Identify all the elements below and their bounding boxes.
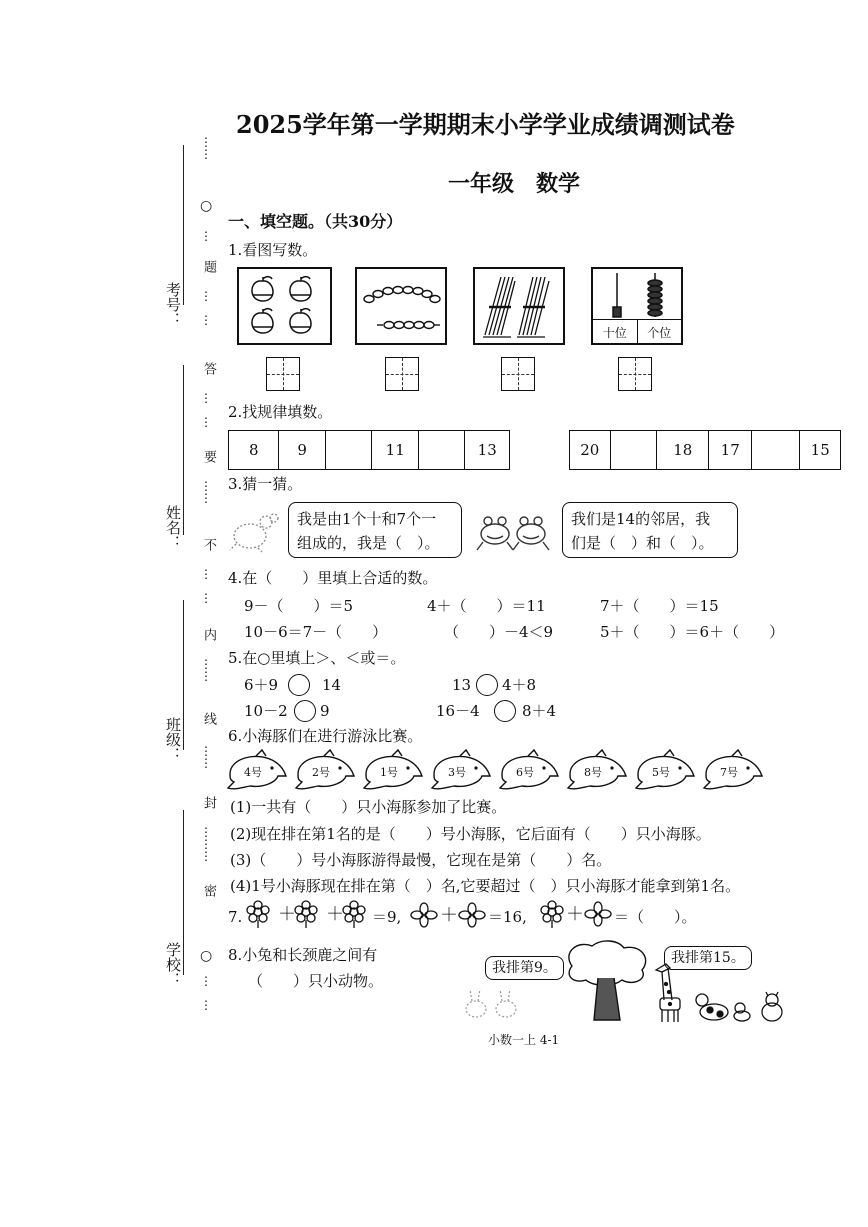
sequence-cell: 13 — [477, 441, 497, 459]
seal-dots: ⋮ ⋮ — [200, 135, 212, 161]
q4-label: 4.在（ ）里填上合适的数。 — [228, 569, 438, 587]
dolphin-row — [226, 748, 826, 794]
seal-dots: ⋮ ⋮ — [200, 289, 212, 327]
equation: 7＋（ ）＝15 — [600, 597, 719, 615]
sequence-blank[interactable] — [419, 431, 466, 469]
compare-left: 16－4 — [436, 702, 480, 720]
seal-char: 要 — [201, 450, 216, 463]
sequence-cell: 9 — [279, 431, 326, 469]
dolphin — [566, 748, 628, 796]
petal-sum-icon — [410, 902, 488, 928]
q1-label: 1.看图写数。 — [228, 241, 318, 259]
dolphin — [498, 748, 560, 796]
peaches-picture — [237, 267, 332, 345]
seal-dots: ⋮ ⋮ — [200, 974, 212, 1012]
bubble-text: 我们是14的邻居，我 — [571, 510, 711, 528]
beads-picture — [355, 267, 447, 345]
bubble-text: 我是由1个十和7个一 — [297, 510, 437, 528]
compare-right: 4＋8 — [502, 676, 537, 694]
page-code: 小数一上 4-1 — [488, 1033, 560, 1047]
sequence-cell: 17 — [709, 431, 752, 469]
dolphin — [430, 748, 492, 796]
seal-dots: ⋮ ⋮ — [200, 567, 212, 605]
seal-char: 线 — [201, 712, 216, 725]
seal-dots: ⋮ ⋮ — [200, 391, 212, 429]
seal-dots: ⋮ ⋮ — [200, 479, 212, 505]
dolphin-number: 2号 — [312, 766, 330, 779]
exam-number-line — [183, 145, 184, 305]
q7-eq2: ＝16, — [488, 908, 527, 926]
sequence-cell: 11 — [372, 431, 419, 469]
dolphin-number: 3号 — [448, 766, 466, 779]
seal-dots: ⋮ — [200, 229, 212, 243]
abacus-tens-label: 十位 — [593, 320, 638, 344]
equation: 5＋（ ）＝6＋（ ） — [600, 623, 785, 641]
dolphin — [226, 748, 288, 796]
dolphin — [362, 748, 424, 796]
q7-label: 7. — [228, 908, 243, 926]
compare-right: 14 — [322, 676, 342, 694]
sequence-blank[interactable] — [611, 431, 657, 469]
dolphin-number: 6号 — [516, 766, 534, 779]
compare-circle[interactable] — [476, 674, 498, 696]
compare-right: 9 — [320, 702, 330, 720]
exam-number-label: 考号： — [164, 282, 182, 327]
class-label: 班级： — [164, 717, 182, 762]
exam-subtitle: 一年级 数学 — [448, 171, 581, 197]
compare-left: 10－2 — [244, 702, 288, 720]
name-line — [183, 365, 184, 535]
frogs-icon — [475, 508, 553, 554]
sequence-cell: 18 — [657, 431, 709, 469]
q6-sub3: (3)（ ）号小海豚游得最慢，它现在是第（ ）名。 — [230, 851, 612, 869]
tree-icon — [562, 938, 652, 1022]
dolphin-number: 5号 — [652, 766, 670, 779]
abacus-ones-label: 个位 — [647, 325, 672, 340]
answer-box[interactable] — [618, 357, 652, 391]
school-label: 学校： — [164, 942, 182, 987]
answer-box[interactable] — [501, 357, 535, 391]
sequence-cell: 20 — [570, 431, 611, 469]
q6-sub1: (1)一共有（ ）只小海豚参加了比赛。 — [230, 798, 507, 816]
seal-dots: ⋮ ⋮ — [200, 657, 212, 683]
bubble-text: 组成的，我是（ ）。 — [297, 534, 440, 552]
q6-sub4: (4)1号小海豚现在排在第（ ）名,它要超过（ ）只小海豚才能拿到第1名。 — [230, 877, 741, 895]
seal-dots: ⋮ ⋮ ⋮ — [200, 825, 212, 863]
svg-text:＋: ＋ — [440, 905, 458, 926]
answer-box[interactable] — [385, 357, 419, 391]
rabbit-speech: 我排第9。 — [485, 956, 564, 980]
answer-box[interactable] — [266, 357, 300, 391]
compare-right: 8＋4 — [522, 702, 557, 720]
q2-label: 2.找规律填数。 — [228, 403, 333, 421]
exam-title: 2025学年第一学期期末小学学业成绩调测试卷 — [236, 110, 735, 139]
compare-circle[interactable] — [294, 700, 316, 722]
class-line — [183, 600, 184, 750]
q8-answer: （ ）只小动物。 — [248, 972, 384, 990]
equation: 9－（ ）＝5 — [244, 597, 354, 615]
seal-char: 题 — [201, 260, 216, 273]
svg-text:＋: ＋ — [566, 904, 584, 925]
seal-char: 内 — [201, 628, 216, 641]
sequence-cell: 8 — [229, 431, 279, 469]
q6-label: 6.小海豚们在进行游泳比赛。 — [228, 727, 423, 745]
rabbits-icon — [462, 985, 522, 1021]
seal-circle: ○ — [200, 198, 213, 214]
giraffe-speech: 我排第15。 — [664, 946, 752, 970]
dolphin — [634, 748, 696, 796]
sequence-blank[interactable] — [326, 431, 373, 469]
section-heading: 一、填空题。（共30分） — [228, 212, 403, 231]
school-line — [183, 810, 184, 975]
compare-circle[interactable] — [494, 700, 516, 722]
mouse-icon — [228, 510, 284, 554]
seal-char: 密 — [201, 884, 216, 897]
q7-eq3: ＝（ ）。 — [614, 908, 697, 926]
dolphin-number: 7号 — [720, 766, 738, 779]
sequence-row-1 — [228, 430, 510, 470]
speech-bubble-1 — [288, 502, 462, 558]
dolphin — [702, 748, 764, 796]
dolphin-number: 8号 — [584, 766, 602, 779]
animals-icon — [692, 988, 792, 1024]
compare-left: 6＋9 — [244, 676, 279, 694]
abacus-picture — [591, 267, 683, 345]
name-label: 姓名： — [164, 505, 182, 550]
speech-bubble-2 — [562, 502, 738, 558]
dolphin-number: 1号 — [380, 766, 398, 779]
svg-text:＋: ＋ — [326, 904, 344, 925]
sequence-cell: 15 — [810, 441, 830, 459]
q5-label: 5.在○里填上＞、＜或＝。 — [228, 649, 406, 667]
svg-text:＋: ＋ — [278, 904, 296, 925]
mixed-sum-icon — [538, 900, 614, 930]
equation: 10－6＝7－（ ） — [244, 623, 388, 641]
sequence-row-2 — [569, 430, 841, 470]
seal-circle: ○ — [200, 948, 213, 964]
seal-char: 封 — [201, 796, 216, 809]
equation: （ ）－4＜9 — [444, 623, 554, 641]
sequence-blank[interactable] — [752, 431, 800, 469]
sticks-picture — [473, 267, 565, 345]
q6-sub2: (2)现在排在第1名的是（ ）号小海豚，它后面有（ ）只小海豚。 — [230, 825, 711, 843]
q3-label: 3.猜一猜。 — [228, 475, 303, 493]
bubble-text: 们是（ ）和（ ）。 — [571, 534, 714, 552]
giraffe-icon — [648, 960, 688, 1024]
seal-dots: ⋮ ⋮ — [200, 744, 212, 770]
dolphin-number: 4号 — [244, 766, 262, 779]
compare-circle[interactable] — [288, 674, 310, 696]
q8-label: 8.小兔和长颈鹿之间有 — [228, 946, 378, 964]
seal-char: 答 — [201, 362, 216, 375]
dolphin — [294, 748, 356, 796]
q7-eq1: ＝9, — [372, 908, 402, 926]
seal-char: 不 — [201, 538, 216, 551]
compare-left: 13 — [452, 676, 472, 694]
equation: 4＋（ ）＝11 — [427, 597, 546, 615]
